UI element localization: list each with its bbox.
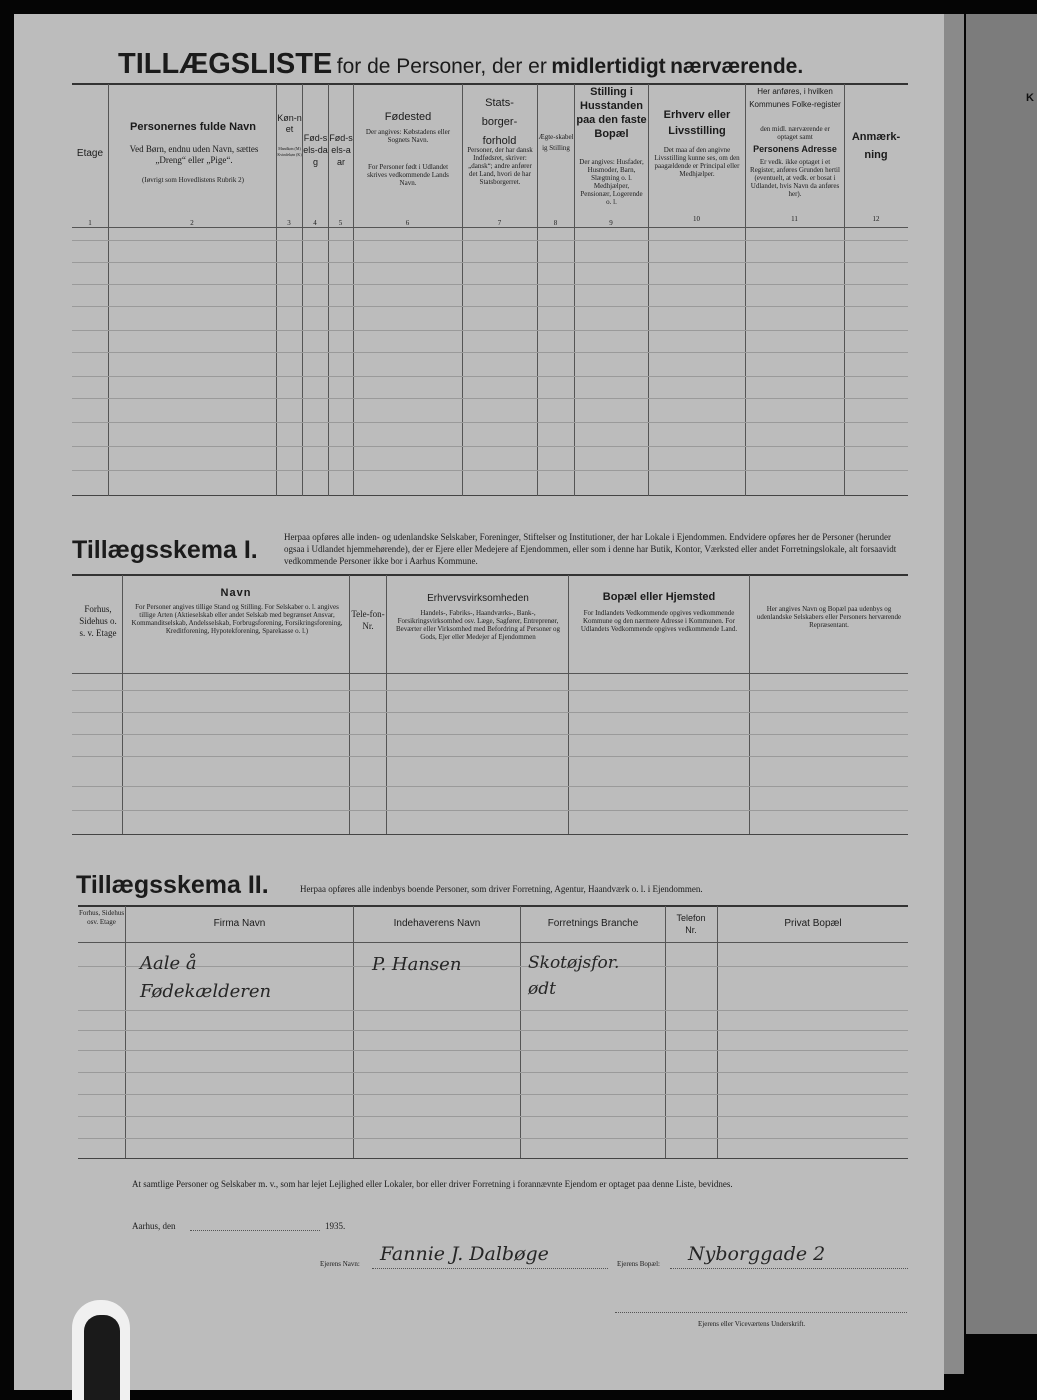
t1-colnum-7: 7 (497, 219, 502, 227)
t1-header-name: Personernes fulde Navn (130, 121, 256, 133)
t1-header-kon-sub: Mandkøn (M) Kvindekøn (K) (277, 146, 302, 157)
t1-colnum-3: 3 (287, 219, 291, 227)
s2-header-firma: Firma Navn (213, 918, 266, 929)
schema1-intro: Herpaa opføres alle inden- og udenlandske Selskaber, Foreninger, Stiftelser og Institutioner, der har Lokale i Ejendommen. Endvidere opføres her de Personer (herunder ogsaa i Udlandet hjemmehørende), der er Ejere eller Medejere af Ejendommen, eller som i denne har Butik, Kontor, Værksted eller andet Forretningslokale, alt forsaavidt vedkommende Personer ikke bor i Aarhus Kommune. (284, 532, 897, 566)
t1-header-anmaerkning: Anmærk-ning (851, 131, 901, 161)
t1-header-fodested: Fødested (384, 111, 432, 123)
footer-owner-addr: Nyborggade 2 (688, 1243, 826, 1265)
footer-owner-name-label: Ejerens Navn: (320, 1260, 360, 1268)
t1-colnum-10: 10 (693, 215, 700, 223)
t1-colnum-4: 4 (313, 219, 317, 227)
footer-place: Aarhus, den (132, 1221, 176, 1231)
page-edge (944, 14, 964, 1374)
t1-colnum-12: 12 (872, 215, 880, 223)
t1-header-adresse-note: Er vedk. ikke optaget i et Register, anføres Grunden hertil (eventuelt, at vedk. er bosat i Udlandet, hvis Navn da anføres her). (750, 158, 840, 198)
t1-header-fodselsdag: Fød-sels-dag (303, 133, 328, 167)
t1-header-stilling-sub: Der angives: Husfader, Husmoder, Barn, Slægtning o. l. Medhjælper, Pensionær, Logerende o. l. (579, 158, 644, 206)
t1-colnum-8: 8 (553, 219, 558, 227)
s2-header-telefon: Telefon Nr. (676, 913, 706, 935)
t1-header-aegteskabelig: Ægte-skabelig Stilling (538, 133, 574, 152)
s1-header-navn-sub: For Personer angives tillige Stand og Stilling. For Selskaber o. l. angives tillige Arten (Aktieselskab eller andet Selskab med begrænset Ansvar, Kommanditselskab, Andelsselskab, Forbrugsforening, Forsikringsforening, Kreditforening, Hypotekforening, Sparekasse o. l.) (131, 603, 343, 635)
t1-colnum-6: 6 (405, 219, 410, 227)
owner-name-line (372, 1268, 608, 1269)
t1-header-folkeregister: Her anføres, i hvilken Kommunes Folke-register (749, 87, 841, 109)
s2-header-indehaver: Indehaverens Navn (393, 918, 481, 929)
t1-header-etage: Etage (76, 148, 104, 159)
footer-signature-label: Ejerens eller Viceværtens Underskrift. (698, 1320, 806, 1328)
footer-owner-addr-label: Ejerens Bopæl: (617, 1260, 660, 1268)
t1-header-name-note: (Iøvrigt som Hovedlistens Rubrik 2) (142, 176, 244, 184)
title-main: TILLÆGSLISTE (118, 48, 333, 80)
t1-header-erhverv-sub: Det maa af den angivne Livsstilling kunne ses, om den paagældende er Principal eller Medhjælper. (654, 146, 740, 178)
signature-line (615, 1312, 907, 1313)
s2-entry-branche: Skotøjsfor. ødt (528, 953, 620, 999)
t1-header-statsborger-sub: Personer, der har dansk Indfødsret, skriver: „dansk“; andre anfører det Land, hvori de har Statsborgerret. (467, 146, 533, 186)
t1-colnum-9: 9 (609, 219, 613, 227)
s1-header-navn: Navn (220, 587, 252, 599)
s1-header-telefon: Tele-fon-Nr. (351, 609, 385, 631)
title-bold-word: midlertidigt (551, 55, 666, 78)
title-rest-a: for de Personer, der er (336, 55, 547, 78)
t1-header-folkeregister-sub: den midl. nærværende er optaget samt (760, 125, 830, 141)
t1-colnum-5: 5 (338, 219, 343, 227)
adjacent-page-letter: K (1026, 92, 1034, 104)
s1-header-etage: Forhus, Sidehus o. s. v. Etage (79, 604, 117, 638)
schema2-intro: Herpaa opføres alle indenbys boende Personer, som driver Forretning, Agentur, Haandværk o. l. i Ejendommen. (300, 884, 703, 894)
footer-owner-name: Fannie J. Dalbøge (380, 1243, 549, 1265)
t1-header-statsborger: Stats-borger-forhold (481, 97, 518, 147)
s1-header-bopael: Bopæl eller Hjemsted (602, 591, 716, 603)
t1-header-erhverv: Erhverv eller Livsstilling (663, 109, 731, 137)
t1-colnum-2: 2 (190, 219, 194, 227)
footer-statement: At samtlige Personer og Selskaber m. v., som har lejet Lejlighed eller Lokaler, bor eller driver Forretning i forannævnte Ejendom er optaget paa denne Liste, bevidnes. (132, 1179, 733, 1189)
t1-header-name-sub: Ved Børn, endnu uden Navn, sættes „Dreng“ eller „Pige“. (129, 144, 259, 165)
schema1-title: Tillægsskema I. (72, 536, 258, 564)
s1-header-erhverv-sub: Handels-, Fabriks-, Haandværks-, Bank-, Forsikringsvirksomhed osv. Læge, Sagfører, Entreprenør, Beværter eller Virksomhed med Befordring af Personer og Gods, Ejer eller Medejer af Ejendommen (395, 609, 561, 641)
s2-entry-firma: Aale å Fødekælderen (140, 953, 272, 1002)
s2-entry-indehaver: P. Hansen (372, 954, 462, 975)
s2-header-etage: Forhus, Sidehus osv. Etage (78, 909, 125, 926)
date-line (190, 1230, 320, 1231)
adjacent-page (966, 14, 1037, 1334)
s2-header-branche: Forretnings Branche (547, 918, 639, 929)
form-title (118, 48, 803, 81)
t1-colnum-1: 1 (88, 219, 92, 227)
s1-header-repraesentant: Her angives Navn og Bopæl paa udenbys og udenlandske Selskabers eller Personers herværende Repræsentant. (756, 605, 902, 629)
t1-header-stilling: Stilling i Husstanden paa den faste Bopæl (576, 86, 647, 140)
thumb-clip-shadow (84, 1315, 120, 1400)
footer-year: 1935. (325, 1221, 346, 1231)
owner-addr-line (670, 1268, 908, 1269)
t1-header-kon: Køn-net (277, 113, 302, 134)
t1-header-fodested-sub: Der angives: Købstadens eller Sognets Navn. (365, 128, 451, 144)
t1-header-adresse: Personens Adresse (753, 144, 837, 154)
s2-header-privat-bopael: Privat Bopæl (784, 918, 842, 929)
schema2-title: Tillægsskema II. (76, 871, 269, 899)
title-rest-b: nærværende. (670, 55, 804, 78)
t1-header-fodested-note: For Personer født i Udlandet skrives vedkommende Lands Navn. (367, 163, 449, 187)
t1-colnum-11: 11 (791, 215, 798, 223)
t1-header-fodselsaar: Fød-sels-aar (329, 133, 353, 167)
s1-header-bopael-sub: For Indlandets Vedkommende opgives vedkommende Kommune og den nærmere Adresse i Kommunen. For Udlandets Vedkommende opgives vedkommende Land. (580, 609, 738, 633)
s1-header-erhverv: Erhvervsvirksomheden (427, 593, 529, 604)
